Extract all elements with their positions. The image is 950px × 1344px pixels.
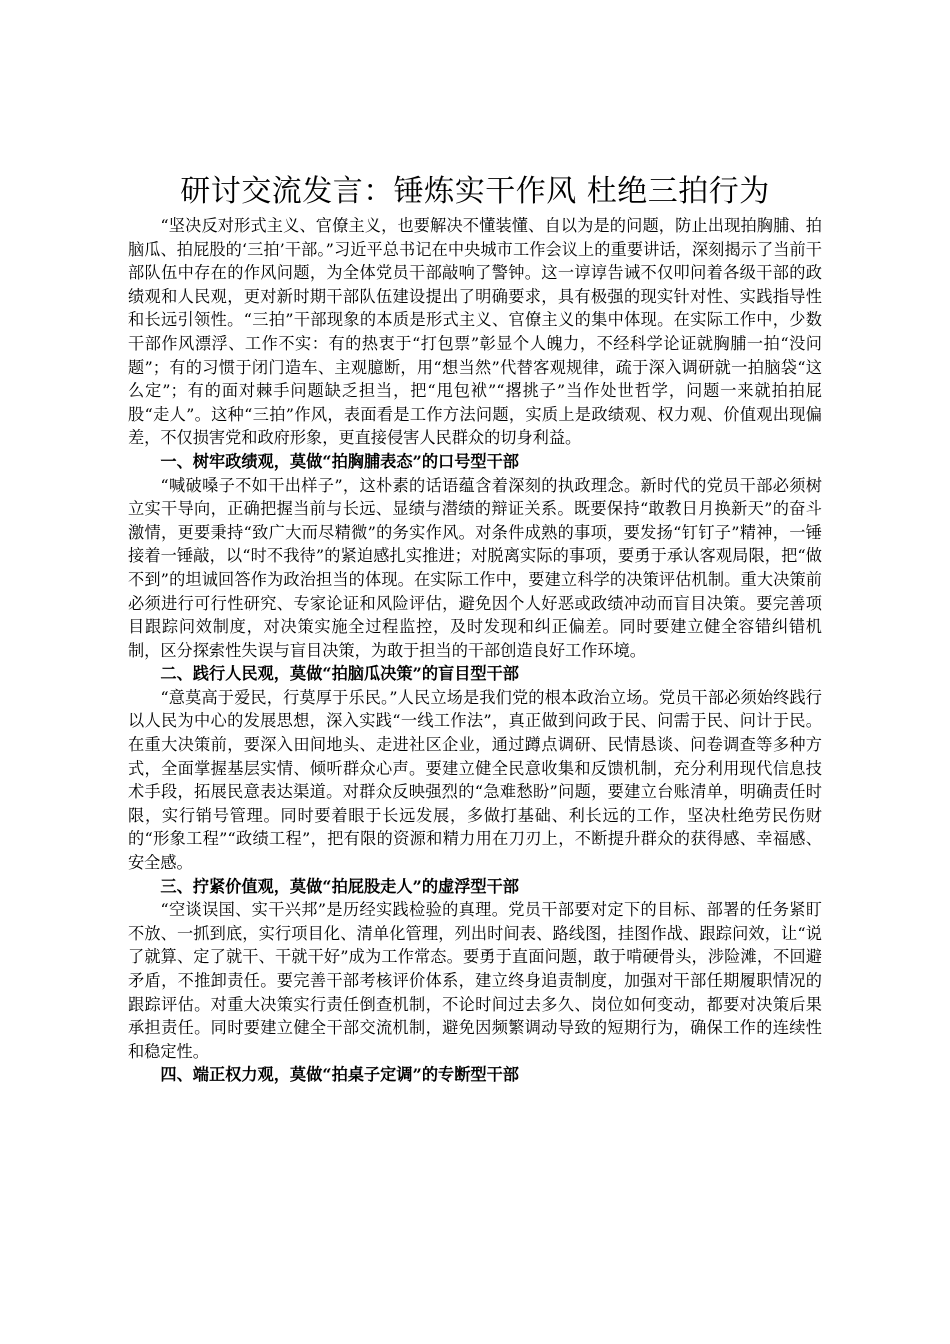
section-1-heading: 一、树牢政绩观，莫做“拍胸脯表态”的口号型干部 (160, 451, 519, 471)
document-title: 研讨交流发言：锤炼实干作风 杜绝三拍行为 (180, 174, 770, 209)
section-3-heading: 三、拧紧价值观，莫做“拍屁股走人”的虚浮型干部 (160, 876, 519, 896)
section-4-heading: 四、端正权力观，莫做“拍桌子定调”的专断型干部 (160, 1065, 519, 1085)
intro-paragraph: “坚决反对形式主义、官僚主义，也要解决不懂装懂、自以为是的问题，防止出现拍胸脯、拍脑瓜、拍屁股的‘三拍’干部。”习近平总书记在中央城市工作会议上的重要讲话，深刻揭示了当前干部队伍中存在的作风问题，为全体党员干部敲响了警钟。这一谆谆告诫不仅叩问着各级干部的政绩观和人民观，更对新时期干部队伍建设提出了明确要求，具有极强的现实针对性、实践指导性和长远引领性。“三拍”干部现象的本质是形式主义、官僚主义的集中体现。在实际工作中，少数干部作风漂浮、工作不实：有的热衷于“打包票”彰显个人魄力，不经科学论证就胸脯一拍“没问题”；有的习惯于闭门造车、主观臆断，用“想当然”代替客观规律，疏于深入调研就一拍脑袋“这么定”；有的面对棘手问题缺乏担当，把“甩包袱”“撂挑子”当作处世哲学，问题一来就拍拍屁股“走人”。这种“三拍”作风，表面看是工作方法问题，实质上是政绩观、权力观、价值观出现偏差，不仅损害党和政府形象，更直接侵害人民群众的切身利益。 (128, 216, 822, 448)
document-body (128, 172, 822, 1087)
section-2-body: “意莫高于爱民，行莫厚于乐民。”人民立场是我们党的根本政治立场。党员干部必须始终践行以人民为中心的发展思想，深入实践“一线工作法”，真正做到问政于民、问需于民、问计于民。在重大决策前，要深入田间地头、走进社区企业，通过蹲点调研、民情恳谈、问卷调查等多种方式，全面掌握基层实情、倾听群众心声。要建立健全民意收集和反馈机制，充分利用现代信息技术手段，拓展民意表达渠道。对群众反映强烈的“急难愁盼”问题，要建立台账清单，明确责任时限，实行销号管理。同时要着眼于长远发展，多做打基础、利长远的工作，坚决杜绝劳民伤财的“形象工程”“政绩工程”，把有限的资源和精力用在刀刃上，不断提升群众的获得感、幸福感、安全感。 (128, 687, 822, 873)
section-3-body: “空谈误国、实干兴邦”是历经实践检验的真理。党员干部要对定下的目标、部署的任务紧盯不放、一抓到底，实行项目化、清单化管理，列出时间表、路线图，挂图作战、跟踪问效，让“说了就算、定了就干、干就干好”成为工作常态。要勇于直面问题，敢于啃硬骨头，涉险滩，不回避矛盾，不推卸责任。要完善干部考核评价体系，建立终身追责制度，加强对干部任期履职情况的跟踪评估。对重大决策实行责任倒查机制，不论时间过去多久、岗位如何变动，都要对决策后果承担责任。同时要建立健全干部交流机制，避免因频繁调动导致的短期行为，确保工作的连续性和稳定性。 (128, 900, 822, 1061)
section-1-body: “喊破嗓子不如干出样子”，这朴素的话语蕴含着深刻的执政理念。新时代的党员干部必须树立实干导向，正确把握当前与长远、显绩与潜绩的辩证关系。既要保持“敢教日月换新天”的奋斗激情，更要秉持“致广大而尽精微”的务实作风。对条件成熟的事项，要发扬“钉钉子”精神，一锤接着一锤敲，以“时不我待”的紧迫感扎实推进；对脱离实际的事项，要勇于承认客观局限，把“做不到”的坦诚回答作为政治担当的体现。在实际工作中，要建立科学的决策评估机制。重大决策前必须进行可行性研究、专家论证和风险评估，避免因个人好恶或政绩冲动而盲目决策。要完善项目跟踪问效制度，对决策实施全过程监控，及时发现和纠正偏差。同时要建立健全容错纠错机制，区分探索性失误与盲目决策，为敢于担当的干部创造良好工作环境。 (128, 475, 822, 660)
section-2-heading: 二、践行人民观，莫做“拍脑瓜决策”的盲目型干部 (160, 664, 519, 684)
